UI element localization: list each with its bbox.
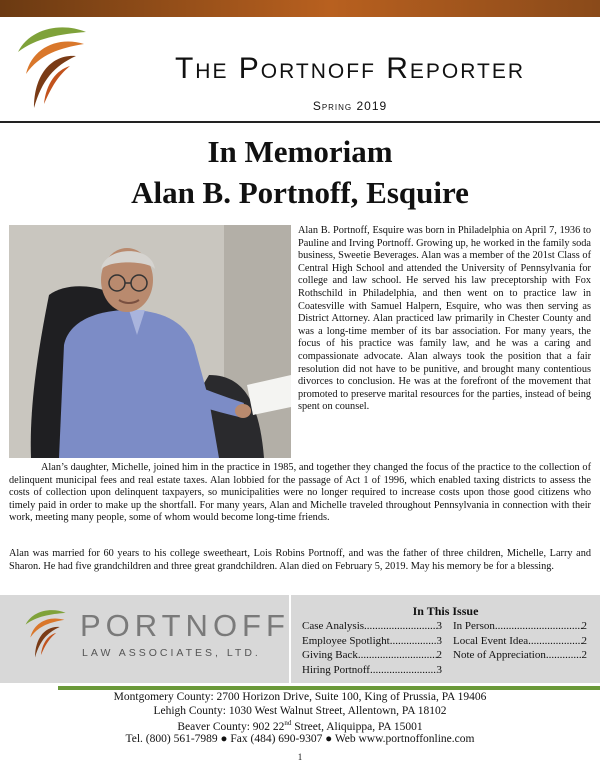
toc-item-label: Giving Back xyxy=(302,649,358,661)
article-paragraph-2: Alan’s daughter, Michelle, joined him in the practice in 1985, and together they changed the focus of the practice to the collection of delinquent municipal fees and real estate taxes. Alan lobbied for the passage of Act 1 of 1996, which enabled taxing districts to assess the costs of collection upon delinquent taxpayers, so municipalities were no longer required to increase costs upon those good citizens who timely paid in order to make up the shortfall. For many years, Alan and Michelle traveled throughout Pennsylvania in connection with their work, meeting many people, some of whom would become long-time friends. xyxy=(9,462,591,524)
toc-item-label: Case Analysis xyxy=(302,620,365,632)
article-heading-name: Alan B. Portnoff, Esquire xyxy=(131,175,469,210)
firm-swoosh-logo-icon xyxy=(22,607,68,661)
toc-item-giving-back[interactable] xyxy=(302,648,442,663)
page-number: 1 xyxy=(297,752,303,762)
firm-name: PORTNOFF xyxy=(80,608,290,643)
address-beaver-pre: Beaver County: 902 22 xyxy=(177,720,285,733)
toc-item-label: Employee Spotlight xyxy=(302,634,390,647)
toc-item-in-person[interactable] xyxy=(453,619,587,634)
address-beaver xyxy=(0,719,600,733)
address-beaver-post: Street, Aliquippa, PA 15001 xyxy=(291,720,423,733)
firm-subtitle: LAW ASSOCIATES, LTD. xyxy=(82,647,261,659)
toc-item-local-event-idea[interactable] xyxy=(453,634,587,649)
newsletter-title: The Portnoff Reporter xyxy=(174,52,526,85)
toc-item-hiring-portnoff[interactable] xyxy=(302,663,442,678)
address-lehigh: Lehigh County: 1030 West Walnut Street, Allentown, PA 18102 xyxy=(153,705,447,717)
toc-item-label: Hiring Portnoff xyxy=(302,663,370,676)
masthead-rule xyxy=(0,121,600,123)
toc-item-page: 3 xyxy=(436,663,442,676)
toc-item-page: 2 xyxy=(581,649,587,661)
toc-left-column xyxy=(302,619,442,677)
portrait-photo xyxy=(9,225,291,458)
toc-item-page: 3 xyxy=(436,634,442,647)
toc-item-page: 2 xyxy=(436,649,442,661)
issue-date: Spring 2019 xyxy=(312,99,388,113)
toc-item-note-of-appreciation[interactable] xyxy=(453,648,587,663)
toc-item-page: 2 xyxy=(581,634,587,647)
toc-item-label: In Person xyxy=(453,620,495,632)
toc-right-column xyxy=(453,619,587,663)
toc-item-page: 2 xyxy=(581,620,587,632)
in-this-issue-title: In This Issue xyxy=(412,604,479,618)
address-beaver-sup: nd xyxy=(284,719,292,727)
article-paragraph-3: Alan was married for 60 years to his college sweetheart, Lois Robins Portnoff, and was the father of three children, Michelle, Larry and Sharon. He had five grandchildren and three great grandchildren. Alan died on February 5, 2019. May his memory be for a blessing. xyxy=(9,548,591,572)
portnoff-swoosh-logo-icon xyxy=(12,22,90,114)
article-heading-memoriam: In Memoriam xyxy=(207,134,393,169)
toc-item-label: Note of Appreciation xyxy=(453,649,546,661)
toc-item-page: 3 xyxy=(436,620,442,632)
toc-item-case-analysis[interactable] xyxy=(302,619,442,634)
contact-line: Tel. (800) 561-7989 ● Fax (484) 690-9307 ● Web www.portnoffonline.com xyxy=(125,733,475,745)
footer-green-rule xyxy=(58,686,600,690)
toc-item-label: Local Event Idea xyxy=(453,634,529,647)
article-paragraph-1: Alan B. Portnoff, Esquire was born in Philadelphia on April 7, 1936 to Pauline and Irving Portnoff. Growing up, he worked in the family soda business, Sweetie Beverages. Alan was a member of the 201st Class of Central High School and attended the University of Pennsylvania for college and law school. He served his law preceptorship with Fox Rothschild in Philadelphia, and then went on to practice law in Coatesville with Samuel Halpern, Esquire, who was then serving as District Attorney. Alan practiced law primarily in Chester County and was a long-time member of its bar association. For many years, the focus of his practice was family law, and he was a caring and compassionate advocate. Alan always took the position that a fair resolution did not have to be punitive, and brought many contentious divorces to conclusion. He was at the forefront of the movement that promoted to preserve marital resources for the parties, instead of being spent on counsel. xyxy=(298,225,591,413)
top-color-bar xyxy=(0,0,600,17)
address-montgomery: Montgomery County: 2700 Horizon Drive, Suite 100, King of Prussia, PA 19406 xyxy=(113,691,487,703)
toc-item-employee-spotlight[interactable] xyxy=(302,634,442,649)
